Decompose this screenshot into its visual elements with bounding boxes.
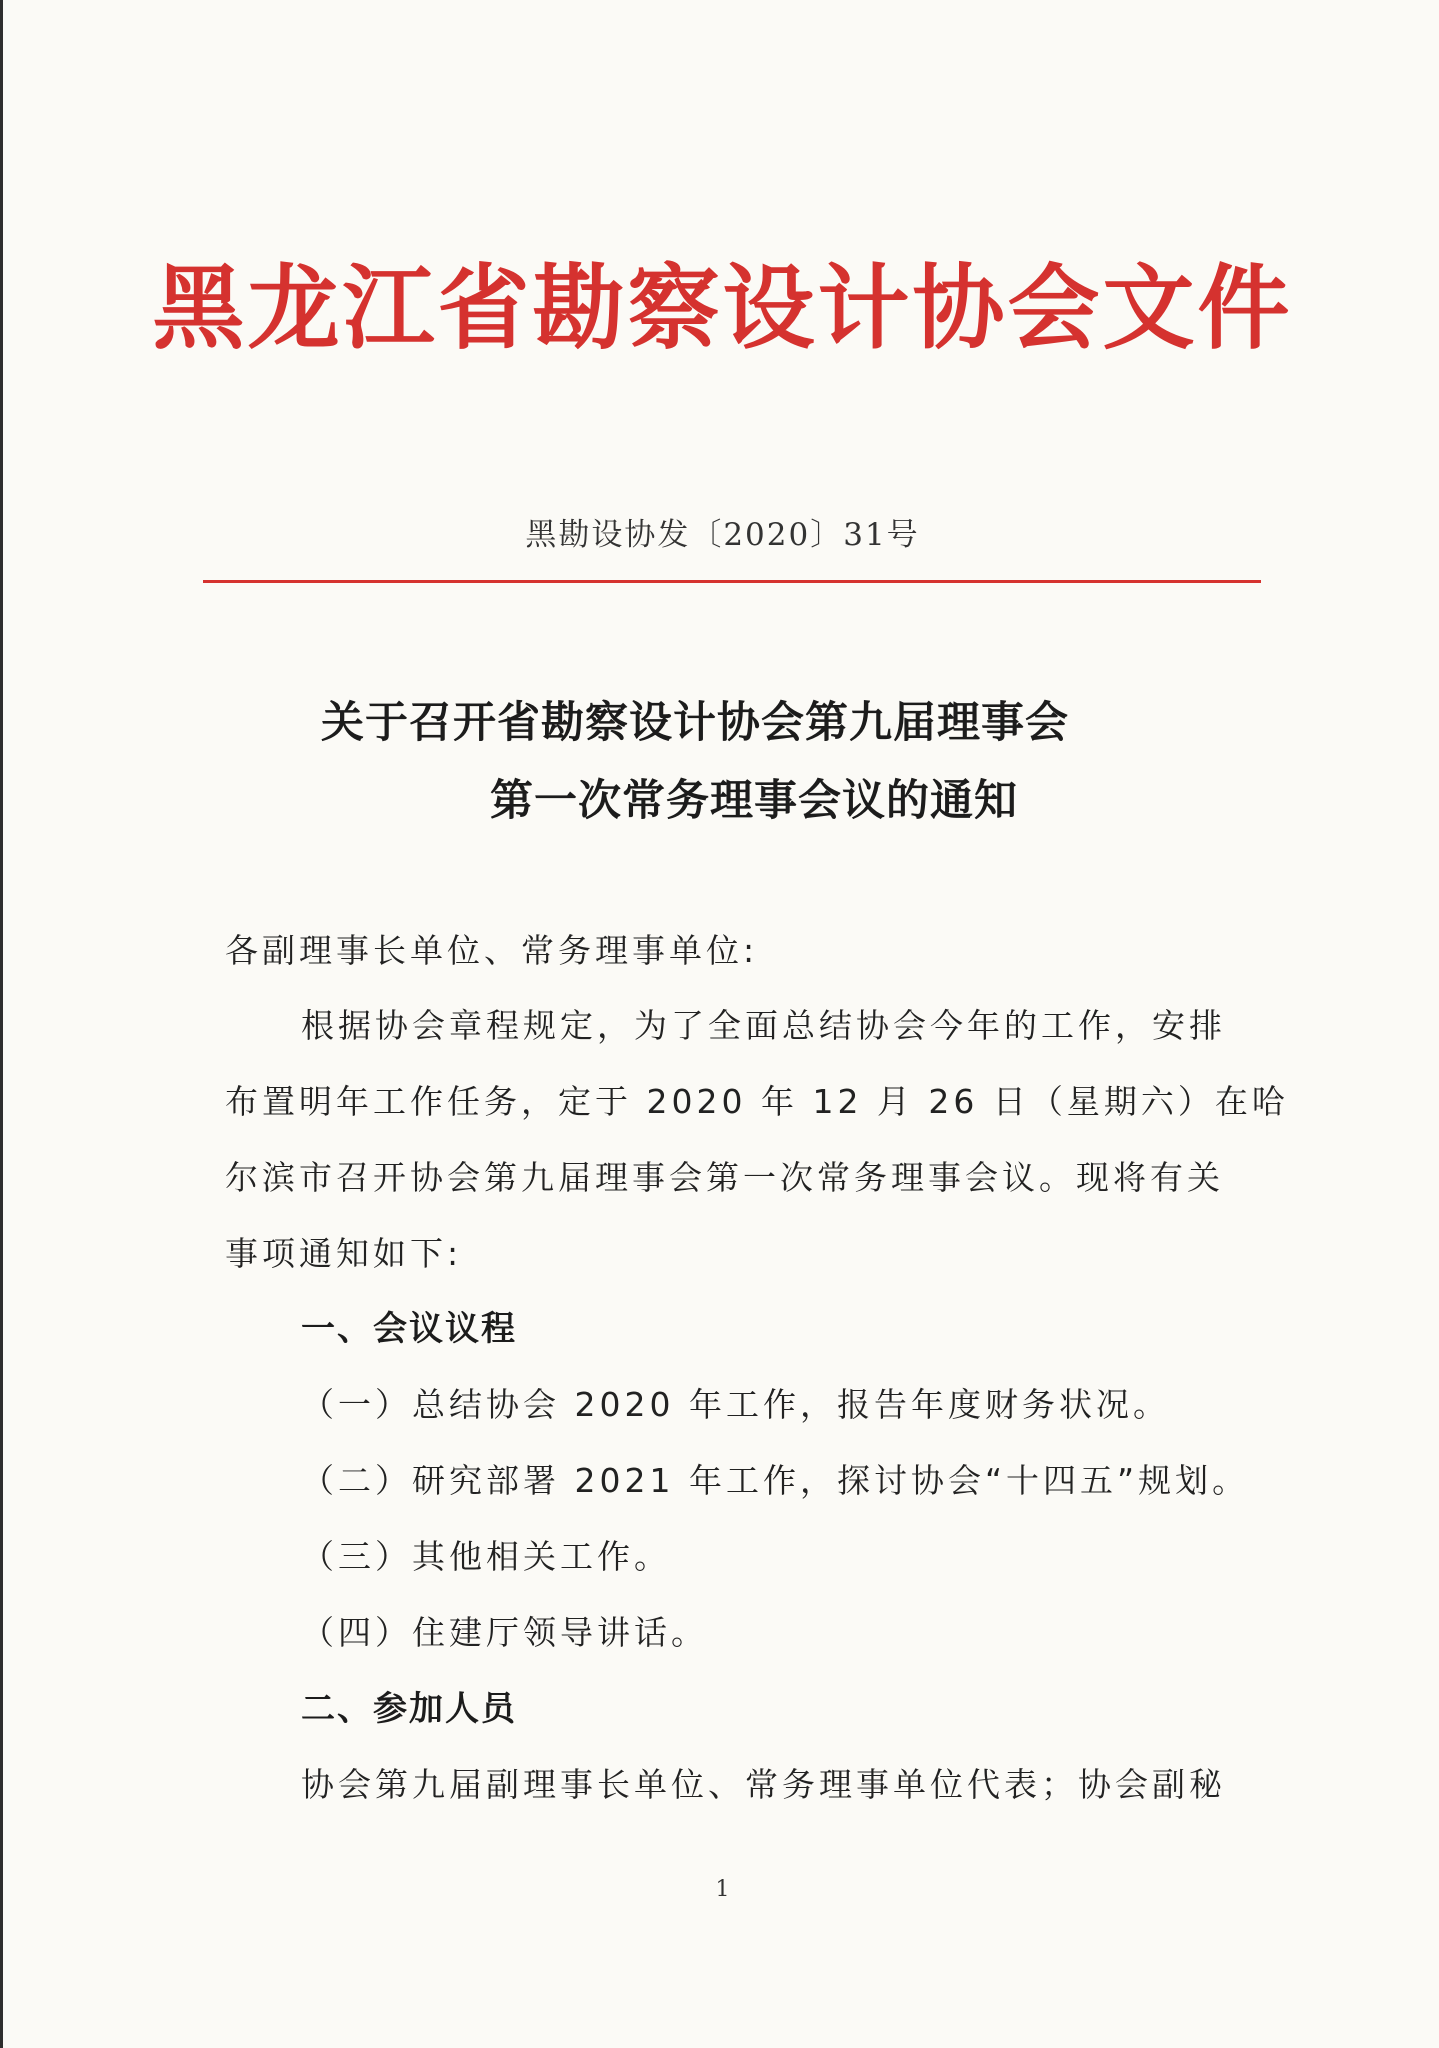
intro-line-2: 布置明年工作任务，定于 2020 年 12 月 26 日（星期六）在哈 bbox=[225, 1082, 1289, 1121]
section-heading-attendees: 二、参加人员 bbox=[301, 1689, 517, 1729]
salutation: 各副理事长单位、常务理事单位: bbox=[225, 931, 759, 970]
intro-line-1: 根据协会章程规定，为了全面总结协会今年的工作，安排 bbox=[301, 1006, 1226, 1045]
agenda-item-3: （三）其他相关工作。 bbox=[301, 1537, 671, 1576]
agenda-item-4: （四）住建厅领导讲话。 bbox=[301, 1613, 708, 1652]
agenda-item-2: （二）研究部署 2021 年工作，探讨协会“十四五”规划。 bbox=[301, 1461, 1250, 1500]
agenda-item-1: （一）总结协会 2020 年工作，报告年度财务状况。 bbox=[301, 1385, 1170, 1424]
notice-title-line-1: 关于召开省勘察设计协会第九届理事会 bbox=[321, 698, 1069, 748]
attendees-line: 协会第九届副理事长单位、常务理事单位代表；协会副秘 bbox=[301, 1765, 1226, 1804]
intro-line-3: 尔滨市召开协会第九届理事会第一次常务理事会议。现将有关 bbox=[225, 1158, 1224, 1197]
notice-title-line-2: 第一次常务理事会议的通知 bbox=[490, 776, 1018, 826]
page-number: 1 bbox=[715, 1877, 730, 1902]
document-number: 黑勘设协发〔2020〕31号 bbox=[525, 517, 920, 553]
intro-line-4: 事项通知如下: bbox=[225, 1234, 463, 1273]
red-divider-line bbox=[203, 580, 1261, 583]
section-heading-agenda: 一、会议议程 bbox=[301, 1309, 517, 1349]
org-file-title: 黑龙江省勘察设计协会文件 bbox=[152, 254, 1293, 362]
